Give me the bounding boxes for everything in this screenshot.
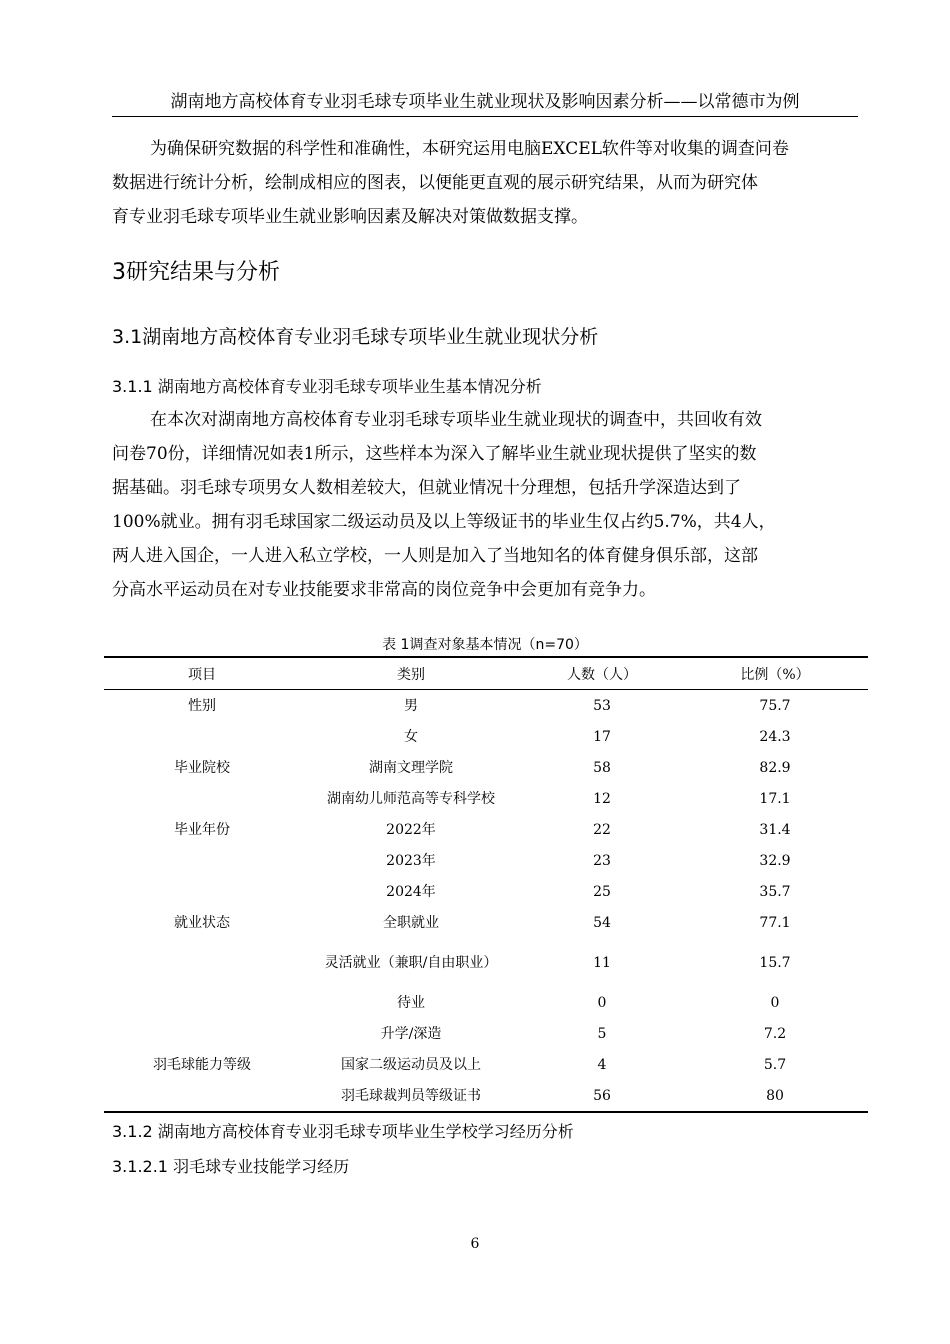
cell-item: 毕业年份 — [174, 821, 230, 838]
cell-percent: 31.4 — [759, 821, 791, 838]
cell-percent: 24.3 — [759, 728, 791, 745]
heading-3-1-2: 3.1.2 湖南地方高校体育专业羽毛球专项毕业生学校学习经历分析 — [112, 1122, 574, 1141]
cell-count: 17 — [593, 728, 611, 745]
running-header: 湖南地方高校体育专业羽毛球专项毕业生就业现状及影响因素分析——以常德市为例 — [170, 92, 800, 112]
cell-percent: 35.7 — [759, 883, 791, 900]
intro-paragraph — [112, 132, 858, 234]
cell-count: 22 — [593, 821, 611, 838]
cell-percent: 17.1 — [759, 790, 791, 807]
table-row — [104, 876, 868, 907]
table-row — [104, 938, 868, 987]
table-row — [104, 783, 868, 814]
cell-item — [104, 845, 300, 876]
cell-category: 羽毛球裁判员等级证书 — [300, 1080, 522, 1112]
cell-percent: 7.2 — [763, 1025, 787, 1042]
cell-count: 56 — [522, 1080, 682, 1112]
intro-line-3: 育专业羽毛球专项毕业生就业影响因素及解决对策做数据支撑。 — [112, 207, 588, 227]
header-cell-count: 人数（人） — [522, 657, 682, 690]
body-line-4: 100%就业。拥有羽毛球国家二级运动员及以上等级证书的毕业生仅占约5.7%，共4人， — [112, 512, 776, 532]
cell-percent: 77.1 — [759, 914, 791, 931]
body-line-5: 两人进入国企，一人进入私立学校，一人则是加入了当地知名的体育健身俱乐部，这部 — [112, 546, 758, 566]
cell-item: 性别 — [188, 697, 216, 714]
table-row — [104, 814, 868, 845]
cell-category: 2022年 — [386, 821, 436, 838]
cell-category: 男 — [404, 697, 418, 714]
header-cell-category: 类别 — [300, 657, 522, 690]
body-paragraph — [112, 403, 858, 607]
cell-item — [104, 938, 300, 987]
table-row — [104, 987, 868, 1018]
table-header-row — [104, 657, 868, 690]
header-cell-item: 项目 — [104, 657, 300, 690]
body-line-1: 在本次对湖南地方高校体育专业羽毛球专项毕业生就业现状的调查中，共回收有效 — [150, 410, 762, 430]
cell-count: 0 — [597, 994, 607, 1011]
cell-category: 2024年 — [386, 883, 436, 900]
table-row — [104, 1080, 868, 1112]
section-heading: 3研究结果与分析 — [112, 260, 280, 285]
subsection-heading: 3.1湖南地方高校体育专业羽毛球专项毕业生就业现状分析 — [112, 326, 599, 348]
cell-count: 25 — [593, 883, 611, 900]
cell-percent: 80 — [682, 1080, 868, 1112]
cell-count: 12 — [593, 790, 611, 807]
cell-percent: 82.9 — [759, 759, 791, 776]
cell-item — [104, 721, 300, 752]
cell-category: 湖南文理学院 — [369, 759, 453, 776]
table-row — [104, 721, 868, 752]
cell-count: 23 — [593, 852, 611, 869]
page-number: 6 — [470, 1236, 480, 1252]
cell-percent: 15.7 — [759, 954, 791, 971]
survey-table — [104, 656, 868, 1113]
cell-count: 54 — [593, 914, 611, 931]
cell-category: 女 — [404, 728, 418, 745]
header-rule — [112, 116, 858, 117]
cell-item — [104, 783, 300, 814]
body-line-3: 据基础。羽毛球专项男女人数相差较大，但就业情况十分理想，包括升学深造达到了 — [112, 478, 741, 498]
subsubsection-heading: 3.1.1 湖南地方高校体育专业羽毛球专项毕业生基本情况分析 — [112, 377, 542, 396]
cell-count: 53 — [593, 697, 611, 714]
cell-item: 毕业院校 — [174, 759, 230, 776]
cell-percent: 75.7 — [759, 697, 791, 714]
cell-category — [300, 938, 522, 987]
cell-category: 国家二级运动员及以上 — [341, 1056, 481, 1073]
cell-category: 全职就业 — [383, 914, 439, 931]
table-row — [104, 752, 868, 783]
table-row — [104, 845, 868, 876]
body-line-6: 分高水平运动员在对专业技能要求非常高的岗位竞争中会更加有竞争力。 — [112, 580, 656, 600]
table-caption: 表 1调查对象基本情况（n=70） — [382, 637, 588, 653]
heading-3-1-2-1: 3.1.2.1 羽毛球专业技能学习经历 — [112, 1157, 350, 1176]
body-line-2: 问卷70份，详细情况如表1所示，这些样本为深入了解毕业生就业现状提供了坚实的数 — [112, 444, 757, 464]
cell-item — [104, 876, 300, 907]
cell-category: 待业 — [397, 994, 425, 1011]
cell-category: 升学/深造 — [380, 1025, 442, 1042]
cell-percent: 0 — [770, 994, 780, 1011]
cell-count: 4 — [597, 1056, 607, 1073]
cell-count: 5 — [597, 1025, 607, 1042]
cell-percent: 5.7 — [763, 1056, 787, 1073]
table-row — [104, 907, 868, 938]
cell-item: 羽毛球能力等级 — [153, 1056, 251, 1073]
intro-line-2: 数据进行统计分析，绘制成相应的图表，以便能更直观的展示研究结果，从而为研究体 — [112, 173, 758, 193]
cell-count: 11 — [593, 954, 611, 971]
table-row — [104, 1049, 868, 1080]
cell-category-text: 灵活就业（兼职/自由职业） — [324, 954, 498, 971]
intro-line-1: 为确保研究数据的科学性和准确性，本研究运用电脑EXCEL软件等对收集的调查问卷 — [150, 139, 789, 159]
header-cell-percent: 比例（%） — [682, 657, 868, 690]
cell-item: 就业状态 — [174, 914, 230, 931]
cell-count: 58 — [593, 759, 611, 776]
cell-item — [104, 1080, 300, 1112]
cell-item — [104, 987, 300, 1018]
table-row — [104, 1018, 868, 1049]
cell-item — [104, 1018, 300, 1049]
cell-category: 2023年 — [386, 852, 436, 869]
cell-category: 湖南幼儿师范高等专科学校 — [327, 790, 495, 807]
table-row — [104, 690, 868, 722]
cell-percent: 32.9 — [759, 852, 791, 869]
